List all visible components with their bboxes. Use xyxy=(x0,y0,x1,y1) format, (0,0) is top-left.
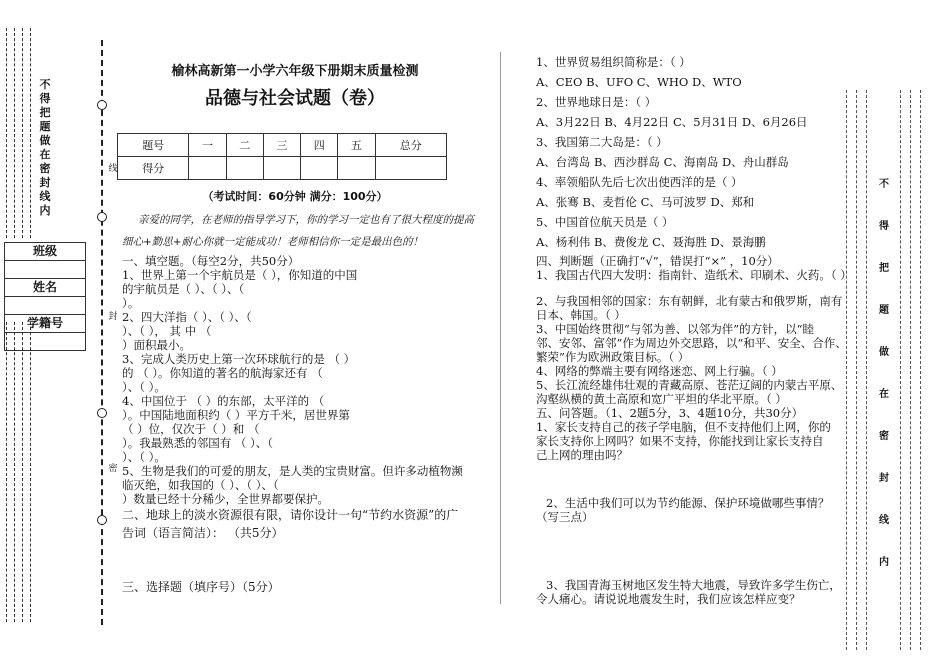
seal-mark-mi: 密 xyxy=(108,464,118,474)
score-cell: 得分 xyxy=(118,157,189,180)
q-section-3: 三、选择题（填序号）（5分） xyxy=(122,580,280,594)
tf-question-4: 4、网络的弊端主要有网络迷恋、网上行骗。（ ） xyxy=(536,364,783,378)
score-cell: 三 xyxy=(263,134,300,157)
mc-options-1: A、CEO B、UFO C、WHO D、WTO xyxy=(536,75,742,89)
binding-line-right-1 xyxy=(846,90,847,650)
score-cell: 题号 xyxy=(118,134,189,157)
q-line: 4、中国位于 （ ）的东部，太平洋的 （ xyxy=(122,394,325,408)
q-line: ）。我最熟悉的邻国有 （ ）、（ xyxy=(122,436,274,450)
q-line: 5、生物是我们的可爱的朋友，是人类的宝贵财富。但许多动植物濒 xyxy=(122,464,463,478)
binding-line-left-4b xyxy=(30,322,31,622)
qa-section-title: 五、问答题。（1、2题5分，3、4题10分，共30分） xyxy=(536,406,804,420)
warning-char: 做 xyxy=(879,347,889,358)
class-label: 班级 xyxy=(5,243,85,261)
binding-line-right-3 xyxy=(866,90,867,650)
q-line: 告词（语言简洁）： （共5分） xyxy=(122,526,284,540)
tf-question-5-cont: 沟壑纵横的黄土高原和宽广平坦的华北平原。（ ） xyxy=(536,392,787,406)
q-section-2: 二、地球上的淡水资源很有限，请你设计一句“节约水资源”的广 xyxy=(122,508,459,522)
seal-hole xyxy=(97,100,107,110)
mc-options-5: A、杨利伟 B、费俊龙 C、聂海胜 D、景海鹏 xyxy=(536,235,766,249)
score-input[interactable] xyxy=(226,157,263,180)
binding-line-right-6 xyxy=(920,90,921,650)
score-cell: 四 xyxy=(301,134,338,157)
score-cell: 总分 xyxy=(375,134,446,157)
binding-warning-text: 不得把题做在密封线内 xyxy=(39,78,51,217)
binding-line-right-4 xyxy=(900,90,901,650)
qa-question-2-cont: （写三点） xyxy=(536,510,594,524)
warning-char: 题 xyxy=(879,305,889,316)
q-line: 2、四大洋指（ ）、（ ）、（ xyxy=(122,310,252,324)
tf-question-3: 3、中国始终贯彻“与邻为善、以邻为伴”的方针，以“睦 xyxy=(536,322,814,336)
warning-char: 线 xyxy=(879,515,889,526)
name-field[interactable] xyxy=(5,297,85,315)
binding-line-left-3 xyxy=(22,28,23,238)
tf-question-2-cont: 日本、韩国。（ ） xyxy=(536,308,626,322)
q-line: 的宇航员是（ ）、（ ）、（ xyxy=(122,282,245,296)
warning-char: 把 xyxy=(879,263,889,274)
seal-hole xyxy=(97,515,107,525)
binding-warning-left xyxy=(38,78,52,218)
exam-info: （考试时间：60分钟 满分：100分） xyxy=(202,190,388,203)
tf-section-title: 四、判断题（正确打“√”，错误打“×” ，10分） xyxy=(536,254,779,268)
score-input[interactable] xyxy=(338,157,375,180)
seal-line xyxy=(101,40,103,625)
mc-question-2: 2、世界地球日是：（ ） xyxy=(536,95,657,109)
q-line: ）面积最小。 xyxy=(122,338,191,352)
tf-question-1: 1、我国古代四大发明：指南针、造纸术、印刷术、火药。（ ） xyxy=(536,268,852,282)
binding-line-left-2b xyxy=(14,322,15,622)
warning-char: 封 xyxy=(879,473,889,484)
mc-options-4: A、张骞 B、麦哲伦 C、马可波罗 D、郑和 xyxy=(536,195,755,209)
score-cell: 五 xyxy=(338,134,375,157)
q-line: ）、（ ）。 xyxy=(122,380,166,394)
q-line: 3、完成人类历史上第一次环球航行的是 （ ） xyxy=(122,352,356,366)
exam-title: 品德与社会试题（卷） xyxy=(205,88,385,109)
mc-options-2: A、3月22日 B、4月22日 C、5月31日 D、6月26日 xyxy=(536,115,808,129)
binding-line-left-2 xyxy=(14,28,15,238)
name-label: 姓名 xyxy=(5,279,85,297)
student-id-label: 学籍号 xyxy=(5,315,85,333)
warning-char: 在 xyxy=(879,389,889,400)
score-cell: 一 xyxy=(189,134,226,157)
q-line: （ ）位，仅次于（ ）和 （ xyxy=(122,422,260,436)
q-line: ）、（ ）。 xyxy=(122,450,166,464)
mc-question-1: 1、世界贸易组织简称是：（ ） xyxy=(536,55,691,69)
qa-question-1: 1、家长支持自己的孩子学电脑，但不支持他们上网，你的 xyxy=(536,420,831,434)
seal-hole xyxy=(97,212,107,222)
student-id-field[interactable] xyxy=(5,333,85,350)
binding-line-left-1 xyxy=(6,28,7,238)
qa-question-3: 3、我国青海玉树地区发生特大地震，导致许多学生伤亡， xyxy=(546,578,841,592)
school-title: 榆林高新第一小学六年级下册期末质量检测 xyxy=(171,64,419,79)
score-cell: 二 xyxy=(226,134,263,157)
binding-line-right-5 xyxy=(910,90,911,650)
tf-question-3-cont: 繁荣”作为欧洲政策目标。（ ） xyxy=(536,350,690,364)
binding-line-right-2 xyxy=(856,90,857,650)
qa-question-2: 2、生活中我们可以为节约能源、保护环境做哪些事情？ xyxy=(546,496,830,510)
qa-question-1-cont: 家长支持你上网吗？如果不支持，你能找到让家长支持自 xyxy=(536,434,824,448)
mc-question-4: 4、率领船队先后七次出使西洋的是（ ） xyxy=(536,175,743,189)
score-input[interactable] xyxy=(189,157,226,180)
binding-line-left-3b xyxy=(22,322,23,622)
q-line: 1、世界上第一个宇航员是（ ），你知道的中国 xyxy=(122,268,358,282)
warning-char: 得 xyxy=(879,221,889,232)
warning-char: 密 xyxy=(879,431,889,442)
warning-char: 内 xyxy=(879,557,889,568)
score-table-header-row xyxy=(118,134,447,157)
q-line: ）。 xyxy=(122,296,140,310)
class-field[interactable] xyxy=(5,261,85,279)
seal-hole xyxy=(97,408,107,418)
q-section-1: 一、填空题。（每空2分，共50分） xyxy=(122,254,300,268)
qa-question-3-cont: 令人痛心。请说说地震发生时，我们应该怎样应变？ xyxy=(536,592,801,606)
score-table xyxy=(117,133,447,180)
warning-char: 不 xyxy=(879,179,889,190)
student-info-box xyxy=(4,242,86,351)
score-input[interactable] xyxy=(263,157,300,180)
score-input[interactable] xyxy=(375,157,446,180)
intro-line: 亲爱的同学，在老师的指导学习下，你的学习一定也有了很大程度的提高 xyxy=(138,214,474,226)
q-line: 的 （ ）。你知道的著名的航海家还有 （ xyxy=(122,366,323,380)
binding-line-left-4 xyxy=(30,28,31,238)
q-line: ）、（ ）， 其 中 （ xyxy=(122,324,212,338)
tf-question-2: 2、与我国相邻的国家：东有朝鲜，北有蒙古和俄罗斯，南有 xyxy=(536,294,843,308)
q-line: 临灭绝，如我国的（ ）、（ ）、（ xyxy=(122,478,279,492)
qa-question-1-cont: 己上网的理由吗？ xyxy=(536,448,628,462)
intro-line: 细心+勤思+耐心你就一定能成功！老师相信你一定是最出色的！ xyxy=(122,236,424,248)
q-line: ）数量已经十分稀少，全世界都要保护。 xyxy=(122,492,329,506)
seal-mark-xian: 线 xyxy=(108,164,118,174)
column-separator xyxy=(500,52,501,604)
q-line: ）。中国陆地面积约（ ）平方千米，居世界第 xyxy=(122,408,350,422)
binding-line-left-1b xyxy=(6,322,7,622)
score-input[interactable] xyxy=(301,157,338,180)
tf-question-5: 5、长江流经雄伟壮观的青藏高原、苍茫辽阔的内蒙古平原、 xyxy=(536,378,843,392)
mc-question-5: 5、中国首位航天员是（ ） xyxy=(536,215,674,229)
seal-mark-feng: 封 xyxy=(108,312,118,322)
binding-warning-right xyxy=(877,175,891,595)
mc-options-3: A、台湾岛 B、西沙群岛 C、海南岛 D、舟山群岛 xyxy=(536,155,789,169)
tf-question-3-cont: 邻、安邻、富邻”作为周边外交思路，以“和平、安全、合作、 xyxy=(536,336,847,350)
score-table-score-row xyxy=(118,157,447,180)
mc-question-3: 3、我国第二大岛是：（ ） xyxy=(536,135,668,149)
